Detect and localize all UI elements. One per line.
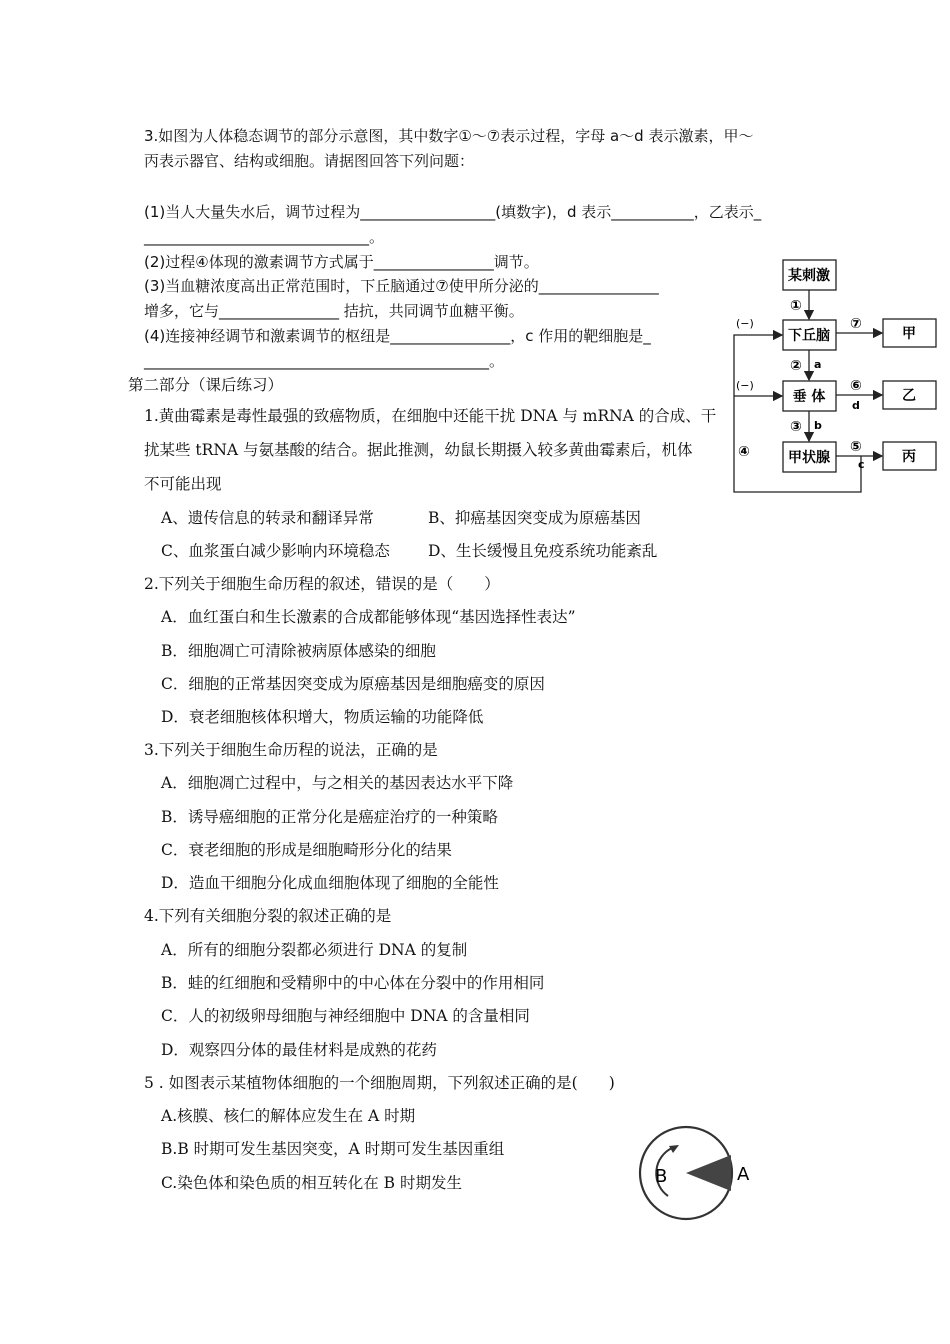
negative-feedback-2: (−)	[736, 379, 754, 392]
p2-q2-option-c: C．细胞的正常基因突变成为原癌基因是细胞癌变的原因	[161, 675, 545, 693]
p2-q3-option-d: D．造血干细胞分化成血细胞体现了细胞的全能性	[161, 874, 499, 892]
num-5: ⑤	[850, 439, 862, 455]
num-1: ①	[790, 298, 802, 314]
p2-q5-option-b: B.B 时期可发生基因突变，A 时期可发生基因重组	[161, 1140, 505, 1158]
q3-stem-line2: 丙表示器官、结构或细胞。请据图回答下列问题：	[144, 152, 475, 170]
thyroid-label: 甲状腺	[788, 450, 830, 466]
letter-d: d	[852, 399, 860, 412]
p2-q4-option-b: B．蛙的红细胞和受精卵中的中心体在分裂中的作用相同	[161, 974, 545, 992]
letter-b: b	[814, 419, 822, 432]
p2-q4-stem: 4.下列有关细胞分裂的叙述正确的是	[144, 907, 392, 925]
letter-a: a	[814, 358, 822, 371]
hypothalamus-label: 下丘脑	[788, 328, 830, 344]
q3-part4-line2: ______________________________________________。	[144, 352, 505, 370]
p2-q4-option-d: D．观察四分体的最佳材料是成熟的花药	[161, 1041, 437, 1059]
pituitary-label: 垂 体	[792, 389, 826, 405]
p2-q2-option-d: D．衰老细胞核体积增大，物质运输的功能降低	[161, 708, 484, 726]
q3-part3-line2: 增多，它与________________ 拮抗，共同调节血糖平衡。	[144, 302, 524, 320]
p2-q1-option-c: C、血浆蛋白减少影响内环境稳态	[161, 542, 390, 560]
p2-q1-option-b: B、抑癌基因突变成为原癌基因	[428, 509, 641, 527]
p2-q1-line2: 扰某些 tRNA 与氨基酸的结合。据此推测，幼鼠长期摄入较多黄曲霉素后，机体	[144, 441, 693, 459]
p2-q3-stem: 3.下列关于细胞生命历程的说法，正确的是	[144, 741, 438, 759]
num-3: ③	[790, 419, 802, 435]
p2-q4-option-c: C．人的初级卵母细胞与神经细胞中 DNA 的含量相同	[161, 1007, 530, 1025]
p2-q5-option-c: C.染色体和染色质的相互转化在 B 时期发生	[161, 1174, 462, 1192]
jia-label: 甲	[902, 326, 916, 342]
stimulus-label: 某刺激	[788, 268, 830, 284]
num-2: ②	[790, 358, 802, 374]
part2-heading: 第二部分（课后练习）	[128, 376, 284, 394]
negative-feedback-1: (−)	[736, 317, 754, 330]
p2-q2-option-b: B．细胞凋亡可清除被病原体感染的细胞	[161, 642, 436, 660]
q3-part1-line1: (1)当人大量失水后，调节过程为__________________(填数字)，d 表示___________，乙表示_	[144, 203, 762, 221]
cell-cycle-figure	[628, 1122, 760, 1226]
p2-q5-stem: 5 . 如图表示某植物体细胞的一个细胞周期，下列叙述正确的是( )	[144, 1074, 615, 1092]
phase-b-label: B	[655, 1166, 668, 1187]
bing-label: 丙	[902, 449, 916, 465]
p2-q2-option-a: A．血红蛋白和生长激素的合成都能够体现“基因选择性表达”	[161, 608, 576, 626]
p2-q3-option-a: A．细胞凋亡过程中，与之相关的基因表达水平下降	[161, 774, 514, 792]
letter-c: c	[858, 458, 865, 471]
p2-q1-line1: 1.黄曲霉素是毒性最强的致癌物质，在细胞中还能干扰 DNA 与 mRNA 的合成、干	[144, 407, 717, 425]
num-6: ⑥	[850, 378, 862, 394]
p2-q4-option-a: A．所有的细胞分裂都必须进行 DNA 的复制	[161, 941, 468, 959]
p2-q2-stem: 2.下列关于细胞生命历程的叙述，错误的是（ ）	[144, 575, 500, 593]
p2-q1-line3: 不可能出现	[144, 475, 222, 493]
q3-stem-line1: 3.如图为人体稳态调节的部分示意图，其中数字①～⑦表示过程，字母 a～d 表示激素，甲～	[144, 127, 754, 145]
p2-q1-option-a: A、遗传信息的转录和翻译异常	[161, 509, 374, 527]
yi-label: 乙	[902, 388, 916, 404]
p2-q5-option-a: A.核膜、核仁的解体应发生在 A 时期	[161, 1107, 416, 1125]
num-7: ⑦	[850, 316, 862, 332]
p2-q3-option-c: C．衰老细胞的形成是细胞畸形分化的结果	[161, 841, 452, 859]
num-4: ④	[738, 444, 750, 460]
q3-part2: (2)过程④体现的激素调节方式属于________________调节。	[144, 253, 539, 271]
p2-q1-option-d: D、生长缓慢且免疫系统功能紊乱	[428, 542, 658, 560]
p2-q3-option-b: B．诱导癌细胞的正常分化是癌症治疗的一种策略	[161, 808, 498, 826]
q3-part4-line1: (4)连接神经调节和激素调节的枢纽是________________，c 作用的靶细胞是_	[144, 327, 651, 345]
q3-part3-line1: (3)当血糖浓度高出正常范围时，下丘脑通过⑦使甲所分泌的________________	[144, 277, 659, 295]
phase-a-label: A	[737, 1164, 750, 1185]
q3-part1-line2: ______________________________。	[144, 228, 385, 246]
regulation-diagram	[728, 256, 942, 498]
